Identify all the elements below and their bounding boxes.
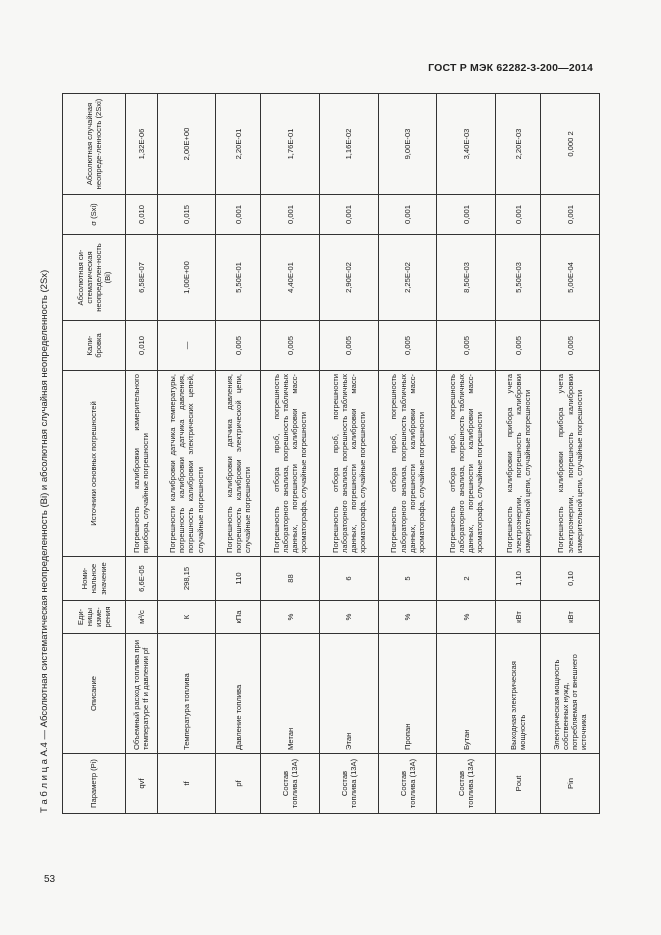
document-header: ГОСТ Р МЭК 62282-3-200—2014 [428,62,593,74]
cell-random: 2,20E-03 [496,94,541,195]
table-row [261,94,320,814]
cell-unit: кВт [496,601,541,634]
cell-systematic: 2,90E-02 [320,235,379,321]
cell-systematic: 5,50E-01 [216,235,261,321]
cell-param: pf [216,754,261,814]
cell-param: Состав топлива (13А) [320,754,379,814]
cell-sigma: 0,001 [541,195,600,235]
cell-nominal: 2 [437,557,496,601]
cell-calibration: — [157,321,216,371]
cell-nominal: 88 [261,557,320,601]
cell-unit: % [261,601,320,634]
column-header: Абсолютная случайная неопреде-ленность (2Sxi) [63,94,126,195]
column-header: Еди-ницы изме-рения [63,601,126,634]
cell-description: Электрическая мощность собственных нужд, потребляемая от внешнего источника [541,634,600,754]
cell-description: Объемный расход топлива при температуре tf и давлении pf [126,634,158,754]
cell-source: Погрешность отбора проб, погрешность лабораторного анализа, погрешность табличных данных, погрешности калибровки масс-хроматографа, случайные погрешности [437,371,496,557]
cell-param: Pout [496,754,541,814]
cell-sigma: 0,001 [320,195,379,235]
cell-description: Бутан [437,634,496,754]
cell-nominal: 6,6E-05 [126,557,158,601]
cell-source: Погрешность калибровки прибора учета электроэнергии, погрешность калибровки измерительной цепи, случайные погрешности [496,371,541,557]
cell-calibration: 0,005 [437,321,496,371]
cell-random: 1,16E-02 [320,94,379,195]
cell-unit: % [320,601,379,634]
column-header: Абсолютная си-стематическая неопределен-ность (Bi) [63,235,126,321]
cell-systematic: 4,40E-01 [261,235,320,321]
cell-param: qvf [126,754,158,814]
cell-sigma: 0,015 [157,195,216,235]
cell-source: Погрешность калибровки датчика давления, погрешность калибровки электрической цепи, случайные погрешности [216,371,261,557]
column-header: Источники основных погрешностей [63,371,126,557]
cell-description: Пропан [378,634,437,754]
cell-source: Погрешности калибровки датчика температуры, погрешность калибровки датчика давления, погрешность калибровки электрических цепей, случайные погрешности [157,371,216,557]
cell-nominal: 298,15 [157,557,216,601]
column-header: Номи-нальное значение [63,557,126,601]
cell-sigma: 0,001 [261,195,320,235]
cell-random: 2,20E-01 [216,94,261,195]
table-row [126,94,158,814]
cell-param: Pin [541,754,600,814]
cell-systematic: 1,00E+00 [157,235,216,321]
cell-source: Погрешность отбора проб, погрешности лабораторного анализа, погрешность табличных данных, погрешности калибровки масс-хроматографа, случайные погрешности [320,371,379,557]
cell-param: Состав топлива (13А) [378,754,437,814]
cell-description: Давление топлива [216,634,261,754]
cell-description: Этан [320,634,379,754]
cell-sigma: 0,001 [496,195,541,235]
cell-systematic: 2,25E-02 [378,235,437,321]
table-row [541,94,600,814]
page-number: 53 [44,874,56,885]
cell-random: 2,00E+00 [157,94,216,195]
table-caption: Т а б л и ц а А.4 — Абсолютная систематическая неопределенность (Bi) и абсолютная случайная неопределенность (2Sx) [39,269,50,813]
table-container [62,94,600,814]
uncertainty-table [62,93,600,814]
cell-random: 0,000 2 [541,94,600,195]
cell-description: Выходная электрическая мощность [496,634,541,754]
cell-random: 1,76E-01 [261,94,320,195]
cell-description: Метан [261,634,320,754]
table-row [157,94,216,814]
cell-nominal: 6 [320,557,379,601]
cell-systematic: 5,50E-03 [496,235,541,321]
cell-unit: кПа [216,601,261,634]
cell-source: Погрешность отбора проб, погрешность лабораторного анализа, погрешность табличных данных, погрешности калибровки масс-хроматографа, случайные погрешности [261,371,320,557]
table-row [378,94,437,814]
table-row [320,94,379,814]
table-header-row [63,94,126,814]
cell-nominal: 0,10 [541,557,600,601]
cell-param: Состав топлива (13А) [437,754,496,814]
cell-calibration: 0,005 [216,321,261,371]
cell-unit: м³/с [126,601,158,634]
cell-calibration: 0,010 [126,321,158,371]
cell-calibration: 0,005 [541,321,600,371]
cell-param: tf [157,754,216,814]
column-header: Параметр (Pi) [63,754,126,814]
cell-sigma: 0,001 [216,195,261,235]
cell-sigma: 0,001 [378,195,437,235]
cell-nominal: 5 [378,557,437,601]
cell-unit: % [437,601,496,634]
cell-random: 1,32E-06 [126,94,158,195]
cell-unit: % [378,601,437,634]
cell-unit: К [157,601,216,634]
cell-calibration: 0,005 [378,321,437,371]
cell-systematic: 5,00E-04 [541,235,600,321]
cell-source: Погрешность отбора проб, погрешность лабораторного анализа, погрешность табличных данных, погрешности калибровки масс-хроматографа, случайные погрешности [378,371,437,557]
cell-calibration: 0,005 [496,321,541,371]
table-row [216,94,261,814]
column-header: σ (Sxi) [63,195,126,235]
table-row [437,94,496,814]
cell-systematic: 8,50E-03 [437,235,496,321]
cell-source: Погрешность калибровки прибора учета электроэнергии, погрешность калибровки измерительной цепи, случайные погрешности [541,371,600,557]
cell-random: 3,40E-03 [437,94,496,195]
cell-param: Состав топлива (13А) [261,754,320,814]
cell-calibration: 0,005 [320,321,379,371]
cell-sigma: 0,001 [437,195,496,235]
cell-nominal: 110 [216,557,261,601]
column-header: Кали-бровка [63,321,126,371]
cell-random: 9,00E-03 [378,94,437,195]
cell-description: Температура топлива [157,634,216,754]
cell-sigma: 0,010 [126,195,158,235]
cell-systematic: 6,58E-07 [126,235,158,321]
cell-calibration: 0,005 [261,321,320,371]
table-row [496,94,541,814]
cell-nominal: 1,10 [496,557,541,601]
cell-source: Погрешность калибровки измерительного прибора, случайные погрешности [126,371,158,557]
column-header: Описание [63,634,126,754]
cell-unit: кВт [541,601,600,634]
